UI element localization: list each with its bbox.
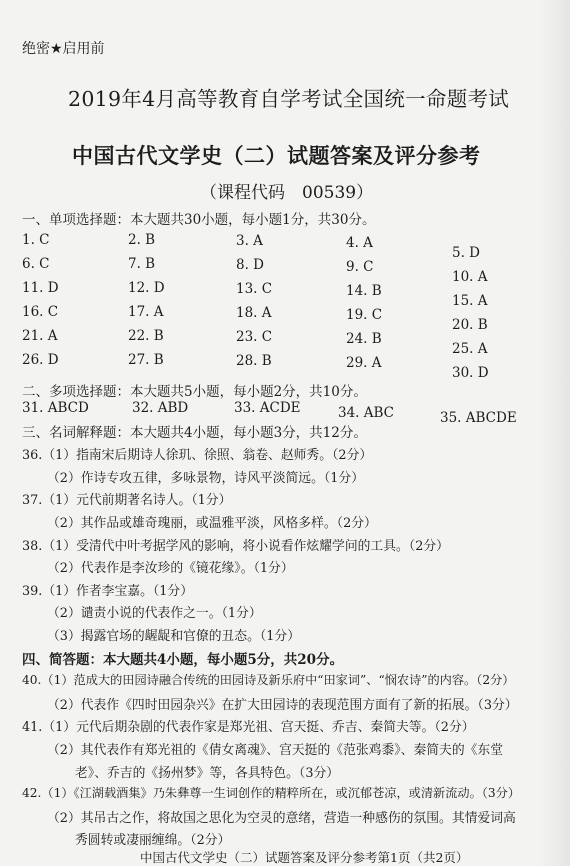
answer-21: 21. A [22,328,58,344]
q41-line1: 41.（1）元代后期杂剧的代表作家是郑光祖、宫天挺、乔吉、秦简夫等。（2分） [22,720,475,735]
answer-30: 30. D [452,365,489,381]
course-code: （课程代码 00539） [200,183,374,203]
answer-11: 11. D [22,280,59,296]
q42-line3: 秀圆转或凄丽缠绵。（2分） [75,833,231,848]
section3-title: 三、名词解释题：本大题共4小题，每小题3分，共12分。 [22,425,367,441]
answer-1: 1. C [22,232,50,248]
q41-line2: （2）其代表作有郑光祖的《倩女离魂》、宫天挺的《范张鸡黍》、秦简夫的《东堂 [47,743,504,758]
answer-12: 12. D [128,280,165,296]
answer-28: 28. B [236,353,272,369]
q42-line2: （2）其吊古之作，将故国之思化为空灵的意绪，营造一种感伤的氛围。其情爱词高 [47,811,516,826]
answer-27: 27. B [128,352,164,368]
answer-23: 23. C [236,329,273,345]
answer-19: 19. C [346,307,383,323]
answer-3: 3. A [236,233,263,249]
answer-17: 17. A [128,304,164,320]
q39-line2: （2）谴责小说的代表作之一。（1分） [47,606,262,621]
answer-25: 25. A [452,341,488,357]
exam-title: 2019年4月高等教育自学考试全国统一命题考试 [68,87,510,111]
answer-32: 32. ABD [132,400,189,416]
answer-22: 22. B [128,328,164,344]
q37-line1: 37.（1）元代前期著名诗人。（1分） [22,493,232,508]
answer-7: 7. B [128,256,156,272]
q40-line2: （2）代表作《四时田园杂兴》在扩大田园诗的表现范围方面有了新的拓展。（3分） [47,698,518,713]
q39-line1: 39.（1）作者李宝嘉。（1分） [22,584,194,599]
answer-24: 24. B [346,331,382,347]
q42-line1: 42.（1）《江湖载酒集》乃朱彝尊一生词创作的精粹所在，或沉郁苍凉，或清新流动。（3分） [22,786,521,800]
answer-14: 14. B [346,283,382,299]
q37-line2: （2）其作品或雄奇瑰丽，或温雅平淡，风格多样。（2分） [47,516,377,531]
answer-31: 31. ABCD [22,400,89,416]
q41-line3: 老》、乔吉的《扬州梦》等，各具特色。（3分） [75,766,340,781]
answer-34: 34. ABC [338,405,395,421]
q38-line1: 38.（1）受清代中叶考据学风的影响，将小说看作炫耀学问的工具。（2分） [22,539,449,554]
section4-title: 四、简答题：本大题共4小题，每小题5分，共20分。 [22,652,344,668]
secret-label: 绝密★启用前 [22,41,105,57]
answer-35: 35. ABCDE [440,410,517,426]
answer-26: 26. D [22,352,59,368]
answer-16: 16. C [22,304,59,320]
answer-10: 10. A [452,269,488,285]
answer-13: 13. C [236,281,273,297]
answer-15: 15. A [452,293,488,309]
answer-2: 2. B [128,232,156,248]
answer-5: 5. D [452,245,480,261]
scan-edge-shadow [540,0,570,866]
q40-line1: 40.（1）范成大的田园诗融合传统的田园诗及新乐府中“田家词”、“悯农诗”的内容。（2分） [22,673,515,687]
section1-title: 一、单项选择题：本大题共30小题，每小题1分，共30分。 [22,212,376,228]
answer-33: 33. ACDE [234,400,301,416]
answer-20: 20. B [452,317,488,333]
answer-29: 29. A [346,355,382,371]
q36-line2: （2）作诗专攻五律，多咏景物，诗风平淡简远。（1分） [47,471,365,486]
q36-line1: 36.（1）指南宋后期诗人徐玑、徐照、翁卷、赵师秀。（2分） [22,448,373,463]
answer-8: 8. D [236,257,264,273]
page-footer: 中国古代文学史（二）试题答案及评分参考第1页（共2页） [140,850,469,865]
section2-title: 二、多项选择题：本大题共5小题，每小题2分，共10分。 [22,384,367,400]
subject-title: 中国古代文学史（二）试题答案及评分参考 [72,143,481,168]
answer-4: 4. A [346,235,373,251]
answer-18: 18. A [236,305,272,321]
answer-6: 6. C [22,256,50,272]
answer-9: 9. C [346,259,374,275]
q38-line2: （2）代表作是李汝珍的《镜花缘》。（1分） [47,561,294,576]
q39-line3: （3）揭露官场的龌龊和官僚的丑态。（1分） [47,629,301,644]
